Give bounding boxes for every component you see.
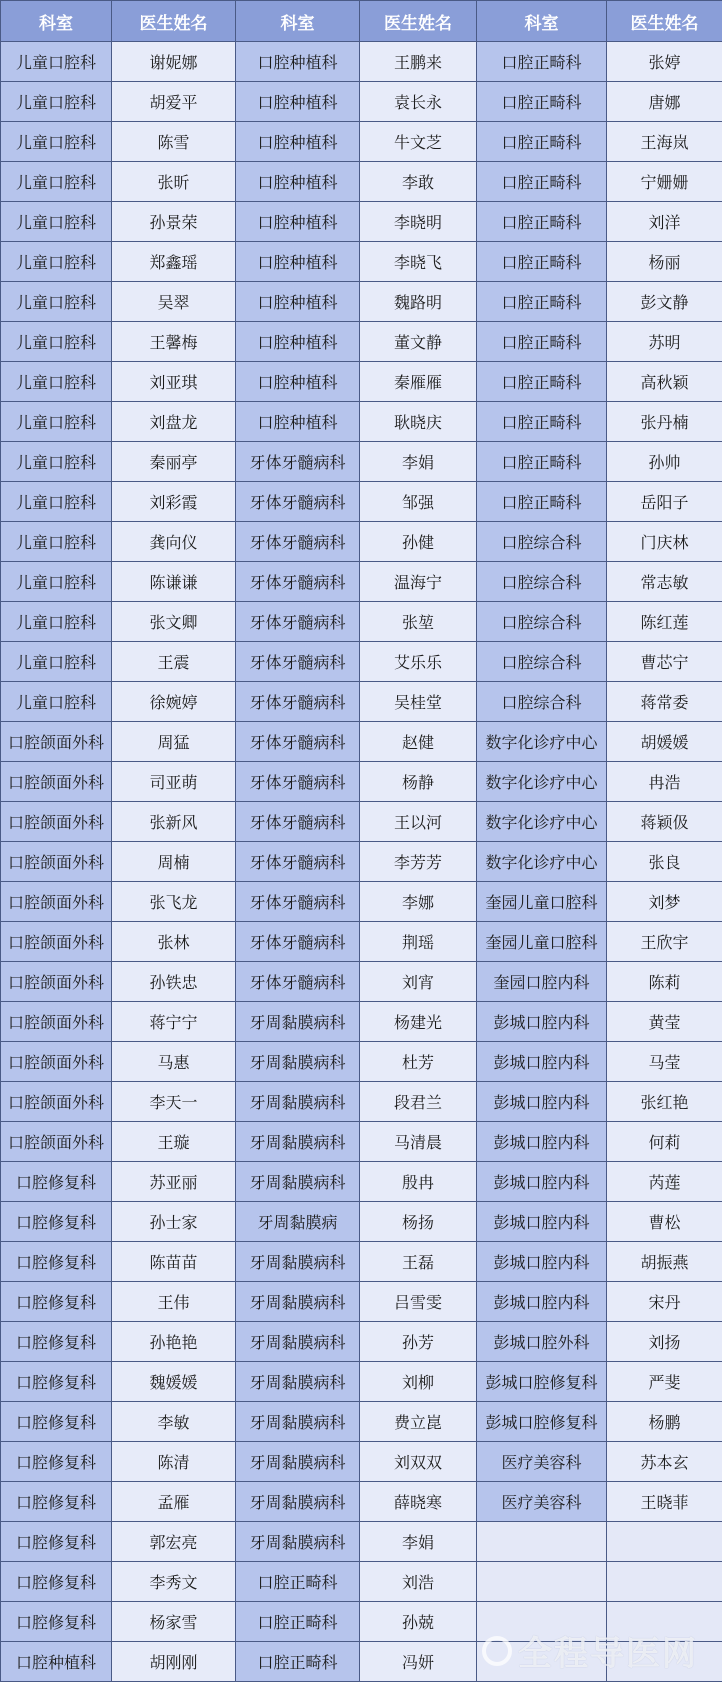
department-cell: 口腔种植科 (236, 402, 360, 442)
department-cell: 儿童口腔科 (1, 522, 112, 562)
department-cell: 口腔修复科 (1, 1482, 112, 1522)
doctor-name-cell: 李秀文 (112, 1562, 236, 1602)
department-cell: 牙周黏膜病科 (236, 1162, 360, 1202)
department-cell: 彭城口腔内科 (477, 1122, 607, 1162)
table-row (1, 402, 722, 442)
department-cell: 口腔修复科 (1, 1322, 112, 1362)
table-row (1, 802, 722, 842)
department-cell: 口腔种植科 (236, 162, 360, 202)
department-cell: 口腔种植科 (236, 322, 360, 362)
doctor-name-cell: 李敢 (360, 162, 477, 202)
doctor-name-cell: 杨家雪 (112, 1602, 236, 1642)
department-cell: 口腔综合科 (477, 642, 607, 682)
doctor-name-cell: 孙健 (360, 522, 477, 562)
doctor-name-cell: 苏本玄 (607, 1442, 722, 1482)
doctor-name-cell: 刘洋 (607, 202, 722, 242)
doctor-name-cell: 赵健 (360, 722, 477, 762)
header-department-3: 科室 (477, 1, 607, 42)
doctor-name-cell: 张昕 (112, 162, 236, 202)
department-cell: 儿童口腔科 (1, 602, 112, 642)
doctor-name-cell: 李晓飞 (360, 242, 477, 282)
header-row (1, 1, 722, 42)
doctor-name-cell: 蒋宁宁 (112, 1002, 236, 1042)
doctor-name-cell: 曹松 (607, 1202, 722, 1242)
department-cell: 口腔颌面外科 (1, 1082, 112, 1122)
doctor-name-cell: 黄莹 (607, 1002, 722, 1042)
doctor-name-cell: 吴桂堂 (360, 682, 477, 722)
table-row (1, 1282, 722, 1322)
doctor-name-cell: 孙兢 (360, 1602, 477, 1642)
doctor-name-cell: 殷冉 (360, 1162, 477, 1202)
doctor-name-cell: 杨丽 (607, 242, 722, 282)
table-row (1, 1362, 722, 1402)
doctor-name-cell: 蒋常委 (607, 682, 722, 722)
doctor-name-cell: 王以河 (360, 802, 477, 842)
department-cell: 奎园儿童口腔科 (477, 922, 607, 962)
doctor-name-cell: 曹芯宁 (607, 642, 722, 682)
department-cell: 口腔综合科 (477, 522, 607, 562)
department-cell: 口腔正畸科 (477, 122, 607, 162)
department-cell: 儿童口腔科 (1, 562, 112, 602)
doctor-name-cell: 谢妮娜 (112, 42, 236, 82)
doctor-name-cell: 马莹 (607, 1042, 722, 1082)
table-row (1, 1202, 722, 1242)
department-cell: 口腔种植科 (236, 242, 360, 282)
table-row (1, 722, 722, 762)
department-cell: 牙体牙髓病科 (236, 682, 360, 722)
doctor-name-cell: 刘盘龙 (112, 402, 236, 442)
department-cell: 口腔正畸科 (477, 402, 607, 442)
doctor-name-cell: 耿晓庆 (360, 402, 477, 442)
doctor-name-cell: 杨扬 (360, 1202, 477, 1242)
department-cell: 医疗美容科 (477, 1442, 607, 1482)
doctor-name-cell: 岳阳子 (607, 482, 722, 522)
department-cell: 儿童口腔科 (1, 322, 112, 362)
department-cell: 口腔颌面外科 (1, 1122, 112, 1162)
department-cell: 彭城口腔内科 (477, 1282, 607, 1322)
doctor-name-cell: 李敏 (112, 1402, 236, 1442)
department-cell: 口腔颌面外科 (1, 962, 112, 1002)
doctor-name-cell: 周猛 (112, 722, 236, 762)
department-cell: 牙周黏膜病科 (236, 1042, 360, 1082)
department-cell: 口腔种植科 (236, 82, 360, 122)
doctor-name-cell: 周楠 (112, 842, 236, 882)
table-row (1, 1002, 722, 1042)
department-cell: 口腔颌面外科 (1, 722, 112, 762)
department-cell: 牙周黏膜病 (236, 1202, 360, 1242)
doctor-name-cell: 李娜 (360, 882, 477, 922)
doctor-name-cell: 王伟 (112, 1282, 236, 1322)
department-cell: 口腔颌面外科 (1, 762, 112, 802)
department-cell: 口腔颌面外科 (1, 882, 112, 922)
department-cell: 数字化诊疗中心 (477, 762, 607, 802)
department-cell: 牙周黏膜病科 (236, 1362, 360, 1402)
doctor-name-cell: 何莉 (607, 1122, 722, 1162)
doctor-name-cell: 刘宵 (360, 962, 477, 1002)
department-cell: 口腔正畸科 (477, 442, 607, 482)
doctor-name-cell: 刘梦 (607, 882, 722, 922)
doctor-name-cell: 胡刚刚 (112, 1642, 236, 1682)
doctor-name-cell: 孙士家 (112, 1202, 236, 1242)
doctor-name-cell: 冯妍 (360, 1642, 477, 1682)
department-cell: 儿童口腔科 (1, 242, 112, 282)
doctor-name-cell: 郑鑫瑶 (112, 242, 236, 282)
doctor-name-cell: 宋丹 (607, 1282, 722, 1322)
doctor-name-cell: 张良 (607, 842, 722, 882)
doctor-name-cell: 苏明 (607, 322, 722, 362)
doctor-name-cell: 王海岚 (607, 122, 722, 162)
department-cell: 口腔修复科 (1, 1442, 112, 1482)
department-cell: 口腔颌面外科 (1, 1042, 112, 1082)
watermark-text: 全程导医网 (518, 1626, 698, 1675)
doctor-name-cell: 李娟 (360, 1522, 477, 1562)
department-cell: 口腔正畸科 (477, 322, 607, 362)
department-cell: 儿童口腔科 (1, 162, 112, 202)
doctor-name-cell: 张文卿 (112, 602, 236, 642)
doctor-name-cell: 刘扬 (607, 1322, 722, 1362)
doctor-name-cell: 苏亚丽 (112, 1162, 236, 1202)
table-row (1, 442, 722, 482)
table-row (1, 642, 722, 682)
department-cell: 口腔修复科 (1, 1522, 112, 1562)
doctor-name-cell: 陈雪 (112, 122, 236, 162)
department-cell: 口腔颌面外科 (1, 1002, 112, 1042)
doctor-name-cell: 荆瑶 (360, 922, 477, 962)
doctor-name-cell: 常志敏 (607, 562, 722, 602)
empty-cell (607, 1562, 722, 1602)
department-cell: 口腔种植科 (236, 202, 360, 242)
doctor-name-cell: 李芳芳 (360, 842, 477, 882)
table-row (1, 482, 722, 522)
doctor-name-cell: 芮莲 (607, 1162, 722, 1202)
doctor-name-cell: 魏媛媛 (112, 1362, 236, 1402)
doctor-name-cell: 艾乐乐 (360, 642, 477, 682)
doctor-name-cell: 陈谦谦 (112, 562, 236, 602)
doctor-name-cell: 胡媛媛 (607, 722, 722, 762)
department-cell: 口腔修复科 (1, 1202, 112, 1242)
department-cell: 牙周黏膜病科 (236, 1122, 360, 1162)
doctor-name-cell: 宁姗姗 (607, 162, 722, 202)
department-cell: 儿童口腔科 (1, 82, 112, 122)
table-row (1, 282, 722, 322)
doctor-name-cell: 张林 (112, 922, 236, 962)
table-row (1, 1042, 722, 1082)
doctor-name-cell: 王鹏来 (360, 42, 477, 82)
doctor-name-cell: 刘浩 (360, 1562, 477, 1602)
department-cell: 儿童口腔科 (1, 202, 112, 242)
doctor-name-cell: 张新风 (112, 802, 236, 842)
doctor-name-cell: 胡爱平 (112, 82, 236, 122)
doctor-name-cell: 王震 (112, 642, 236, 682)
doctor-name-cell: 李天一 (112, 1082, 236, 1122)
doctor-name-cell: 刘双双 (360, 1442, 477, 1482)
department-cell: 儿童口腔科 (1, 402, 112, 442)
doctor-name-cell: 张婷 (607, 42, 722, 82)
header-doctor-name-1: 医生姓名 (112, 1, 236, 42)
doctor-name-cell: 李娟 (360, 442, 477, 482)
doctor-name-cell: 张飞龙 (112, 882, 236, 922)
table-row (1, 962, 722, 1002)
doctor-name-cell: 袁长永 (360, 82, 477, 122)
department-cell: 口腔修复科 (1, 1162, 112, 1202)
doctor-name-cell: 孙帅 (607, 442, 722, 482)
doctor-name-cell: 杨鹏 (607, 1402, 722, 1442)
department-cell: 牙周黏膜病科 (236, 1522, 360, 1562)
department-cell: 儿童口腔科 (1, 42, 112, 82)
doctor-name-cell: 门庆林 (607, 522, 722, 562)
department-cell: 牙体牙髓病科 (236, 722, 360, 762)
department-cell: 牙体牙髓病科 (236, 962, 360, 1002)
watermark-logo-icon (482, 1636, 512, 1666)
department-cell: 口腔修复科 (1, 1242, 112, 1282)
doctor-name-cell: 马清晨 (360, 1122, 477, 1162)
department-cell: 口腔正畸科 (477, 82, 607, 122)
table-row (1, 882, 722, 922)
doctor-name-cell: 薛晓寒 (360, 1482, 477, 1522)
table-row (1, 842, 722, 882)
doctor-name-cell: 高秋颖 (607, 362, 722, 402)
table-row (1, 362, 722, 402)
doctor-name-cell: 李晓明 (360, 202, 477, 242)
table-row (1, 762, 722, 802)
department-cell: 牙体牙髓病科 (236, 842, 360, 882)
doctor-name-cell: 孙芳 (360, 1322, 477, 1362)
department-cell: 口腔种植科 (236, 42, 360, 82)
department-cell: 彭城口腔修复科 (477, 1402, 607, 1442)
department-cell: 口腔正畸科 (477, 482, 607, 522)
doctor-name-cell: 陈清 (112, 1442, 236, 1482)
table-row (1, 562, 722, 602)
department-cell: 彭城口腔内科 (477, 1082, 607, 1122)
header-department-2: 科室 (236, 1, 360, 42)
empty-cell (607, 1522, 722, 1562)
department-cell: 牙周黏膜病科 (236, 1482, 360, 1522)
department-cell: 口腔修复科 (1, 1562, 112, 1602)
doctor-name-cell: 费立崑 (360, 1402, 477, 1442)
department-cell: 口腔正畸科 (477, 42, 607, 82)
doctor-name-cell: 秦雁雁 (360, 362, 477, 402)
department-cell: 牙周黏膜病科 (236, 1322, 360, 1362)
department-cell: 儿童口腔科 (1, 122, 112, 162)
doctor-name-cell: 郭宏亮 (112, 1522, 236, 1562)
doctor-name-cell: 冉浩 (607, 762, 722, 802)
department-cell: 牙周黏膜病科 (236, 1082, 360, 1122)
doctor-name-cell: 张丹楠 (607, 402, 722, 442)
doctor-name-cell: 杜芳 (360, 1042, 477, 1082)
department-cell: 口腔修复科 (1, 1402, 112, 1442)
doctor-name-cell: 孙景荣 (112, 202, 236, 242)
doctor-name-cell: 孙艳艳 (112, 1322, 236, 1362)
doctor-name-cell: 陈红莲 (607, 602, 722, 642)
table-row (1, 1562, 722, 1602)
doctor-name-cell: 马惠 (112, 1042, 236, 1082)
department-cell: 口腔正畸科 (477, 202, 607, 242)
department-cell: 口腔正畸科 (236, 1602, 360, 1642)
department-cell: 儿童口腔科 (1, 362, 112, 402)
doctor-name-cell: 龚向仪 (112, 522, 236, 562)
department-cell: 医疗美容科 (477, 1482, 607, 1522)
department-cell: 口腔正畸科 (236, 1642, 360, 1682)
doctor-name-cell: 王磊 (360, 1242, 477, 1282)
doctor-name-cell: 唐娜 (607, 82, 722, 122)
table-row (1, 1402, 722, 1442)
table-row (1, 682, 722, 722)
table-row (1, 922, 722, 962)
department-cell: 儿童口腔科 (1, 282, 112, 322)
department-cell: 口腔正畸科 (477, 242, 607, 282)
doctor-name-cell: 魏路明 (360, 282, 477, 322)
doctor-name-cell: 司亚萌 (112, 762, 236, 802)
department-cell: 牙周黏膜病科 (236, 1402, 360, 1442)
header-doctor-name-3: 医生姓名 (607, 1, 722, 42)
department-cell: 口腔种植科 (236, 122, 360, 162)
doctor-name-cell: 刘彩霞 (112, 482, 236, 522)
department-cell: 口腔正畸科 (477, 282, 607, 322)
department-cell: 牙周黏膜病科 (236, 1002, 360, 1042)
department-cell: 口腔颌面外科 (1, 922, 112, 962)
department-cell: 口腔综合科 (477, 602, 607, 642)
table-row (1, 1162, 722, 1202)
table-row (1, 1242, 722, 1282)
department-cell: 口腔正畸科 (477, 362, 607, 402)
department-cell: 牙体牙髓病科 (236, 602, 360, 642)
table-row (1, 1122, 722, 1162)
doctor-name-cell: 彭文静 (607, 282, 722, 322)
table-row (1, 1322, 722, 1362)
department-cell: 牙体牙髓病科 (236, 882, 360, 922)
department-cell: 儿童口腔科 (1, 682, 112, 722)
doctor-name-cell: 孙铁忠 (112, 962, 236, 1002)
department-cell: 彭城口腔外科 (477, 1322, 607, 1362)
doctor-name-cell: 段君兰 (360, 1082, 477, 1122)
doctor-name-cell: 杨静 (360, 762, 477, 802)
department-cell: 口腔种植科 (236, 362, 360, 402)
header-doctor-name-2: 医生姓名 (360, 1, 477, 42)
doctor-name-cell: 孟雁 (112, 1482, 236, 1522)
department-cell: 儿童口腔科 (1, 642, 112, 682)
table-row (1, 1082, 722, 1122)
department-cell: 口腔种植科 (1, 1642, 112, 1682)
department-cell: 口腔修复科 (1, 1362, 112, 1402)
table-row (1, 82, 722, 122)
doctor-name-cell: 王欣宇 (607, 922, 722, 962)
department-cell: 奎园儿童口腔科 (477, 882, 607, 922)
department-cell: 彭城口腔修复科 (477, 1362, 607, 1402)
department-cell: 彭城口腔内科 (477, 1042, 607, 1082)
doctor-name-cell: 陈莉 (607, 962, 722, 1002)
doctor-name-cell: 王馨梅 (112, 322, 236, 362)
table-row (1, 602, 722, 642)
department-cell: 彭城口腔内科 (477, 1202, 607, 1242)
doctor-name-cell: 张红艳 (607, 1082, 722, 1122)
empty-cell (477, 1562, 607, 1602)
table-row (1, 122, 722, 162)
doctor-name-cell: 王晓菲 (607, 1482, 722, 1522)
table-row (1, 202, 722, 242)
doctor-name-cell: 董文静 (360, 322, 477, 362)
department-cell: 牙周黏膜病科 (236, 1242, 360, 1282)
department-cell: 牙体牙髓病科 (236, 762, 360, 802)
department-cell: 口腔综合科 (477, 682, 607, 722)
department-cell: 儿童口腔科 (1, 442, 112, 482)
department-cell: 口腔正畸科 (477, 162, 607, 202)
header-department-1: 科室 (1, 1, 112, 42)
department-cell: 口腔颌面外科 (1, 842, 112, 882)
table-row (1, 42, 722, 82)
doctor-name-cell: 杨建光 (360, 1002, 477, 1042)
department-cell: 彭城口腔内科 (477, 1002, 607, 1042)
department-cell: 口腔综合科 (477, 562, 607, 602)
watermark (482, 1626, 698, 1675)
department-cell: 牙体牙髓病科 (236, 482, 360, 522)
department-cell: 牙体牙髓病科 (236, 802, 360, 842)
doctor-name-cell: 陈苗苗 (112, 1242, 236, 1282)
table-row (1, 522, 722, 562)
doctor-name-cell: 徐婉婷 (112, 682, 236, 722)
doctor-name-cell: 秦丽亭 (112, 442, 236, 482)
department-cell: 儿童口腔科 (1, 482, 112, 522)
table-row (1, 1522, 722, 1562)
department-cell: 口腔修复科 (1, 1602, 112, 1642)
department-cell: 数字化诊疗中心 (477, 722, 607, 762)
table-body (1, 42, 722, 1682)
department-cell: 牙周黏膜病科 (236, 1442, 360, 1482)
doctor-name-cell: 邹强 (360, 482, 477, 522)
department-cell: 牙体牙髓病科 (236, 442, 360, 482)
table-row (1, 162, 722, 202)
doctor-name-cell: 吴翠 (112, 282, 236, 322)
table-row (1, 322, 722, 362)
department-cell: 数字化诊疗中心 (477, 802, 607, 842)
department-cell: 牙体牙髓病科 (236, 642, 360, 682)
department-cell: 口腔种植科 (236, 282, 360, 322)
department-cell: 彭城口腔内科 (477, 1162, 607, 1202)
department-cell: 奎园口腔内科 (477, 962, 607, 1002)
table-row (1, 242, 722, 282)
table-row (1, 1482, 722, 1522)
department-cell: 牙体牙髓病科 (236, 922, 360, 962)
doctor-name-cell: 吕雪雯 (360, 1282, 477, 1322)
department-cell: 数字化诊疗中心 (477, 842, 607, 882)
department-cell: 口腔修复科 (1, 1282, 112, 1322)
doctor-name-cell: 温海宁 (360, 562, 477, 602)
empty-cell (477, 1522, 607, 1562)
doctor-name-cell: 王璇 (112, 1122, 236, 1162)
department-cell: 牙周黏膜病科 (236, 1282, 360, 1322)
doctor-name-cell: 张堃 (360, 602, 477, 642)
department-cell: 口腔正畸科 (236, 1562, 360, 1602)
doctor-name-cell: 严斐 (607, 1362, 722, 1402)
department-cell: 牙体牙髓病科 (236, 522, 360, 562)
doctor-name-cell: 蒋颖伋 (607, 802, 722, 842)
doctor-name-cell: 牛文芝 (360, 122, 477, 162)
doctor-name-cell: 胡振燕 (607, 1242, 722, 1282)
department-cell: 口腔颌面外科 (1, 802, 112, 842)
doctor-name-cell: 刘柳 (360, 1362, 477, 1402)
doctor-name-cell: 刘亚琪 (112, 362, 236, 402)
department-cell: 牙体牙髓病科 (236, 562, 360, 602)
department-cell: 彭城口腔内科 (477, 1242, 607, 1282)
table-row (1, 1442, 722, 1482)
